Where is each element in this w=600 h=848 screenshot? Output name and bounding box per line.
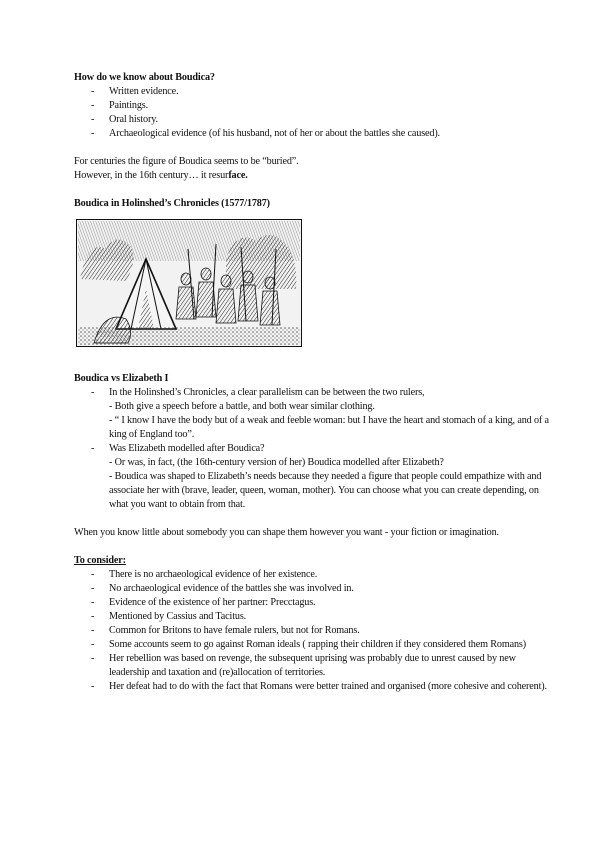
spacer: [74, 540, 554, 554]
sub-item: - “ I know I have the body but of a weak and feeble woman: but I have the heart and stomach of a king, and of a king of England too”.: [109, 415, 549, 440]
list-item: - Mentioned by Cassius and Tacitus.: [74, 610, 554, 624]
elizabeth-list: [74, 386, 554, 512]
list-item: - Evidence of the existence of her partner: Precctagus.: [74, 596, 554, 610]
list-item-text: - In the Holinshed’s Chronicles, a clear parallelism can be between the two rulers,: [109, 387, 425, 398]
list-item: [74, 442, 554, 512]
section-heading-consider: To consider:: [74, 555, 126, 566]
list-item: - Some accounts seem to go against Roman ideals ( rapping their children if they considered them Romans): [74, 638, 554, 652]
list-item: - Oral history.: [74, 113, 554, 127]
spacer: [74, 512, 554, 526]
document-content: [74, 71, 554, 694]
list-item-text: - Was Elizabeth modelled after Boudica?: [109, 443, 265, 454]
section-heading-holinshed: Boudica in Holinshed’s Chronicles (1577/1787): [74, 198, 270, 209]
spacer: [74, 361, 554, 372]
list-item: - Her rebellion was based on revenge, the subsequent uprising was probably due to unrest caused by new leadership and taxation and (re)allocation of territories.: [74, 652, 554, 680]
sub-item: - Boudica was shaped to Elizabeth’s needs because they needed a figure that people could empathize with and associate her with (brave, leader, queen, woman, mother). You can choose what you can create depending, on what you want to obtain from that.: [109, 471, 542, 510]
list-item: [74, 386, 554, 442]
spacer: [74, 141, 554, 155]
intro-line-2: [74, 169, 554, 183]
sub-item: - Both give a speech before a battle, and both wear similar clothing.: [109, 401, 375, 412]
list-item: - Paintings.: [74, 99, 554, 113]
spacer: [74, 347, 554, 361]
list-item: - Common for Britons to have female rulers, but not for Romans.: [74, 624, 554, 638]
sources-list: [74, 85, 554, 141]
intro-line-2-start: However, in the 16th century… it resur: [74, 170, 229, 181]
section-heading-elizabeth: Boudica vs Elizabeth I: [74, 373, 169, 384]
woodcut-illustration: [76, 219, 302, 347]
spacer: [74, 183, 554, 197]
section-heading-sources: How do we know about Boudica?: [74, 72, 215, 83]
intro-line-1: For centuries the figure of Boudica seems to be “buried”.: [74, 156, 299, 167]
list-item: - No archaeological evidence of the battles she was involved in.: [74, 582, 554, 596]
sub-item: - Or was, in fact, (the 16th-century version of her) Boudica modelled after Elizabeth?: [109, 457, 444, 468]
body-paragraph: When you know little about somebody you can shape them however you want - your fiction or imagination.: [74, 527, 499, 538]
list-item: - Archaeological evidence (of his husband, not of her or about the battles she caused).: [74, 127, 554, 141]
consider-list: [74, 568, 554, 694]
list-item: - Written evidence.: [74, 85, 554, 99]
list-item: - There is no archaeological evidence of her existence.: [74, 568, 554, 582]
list-item: - Her defeat had to do with the fact that Romans were better trained and organised (more cohesive and coherent).: [74, 680, 554, 694]
intro-line-2-end: face.: [228, 170, 248, 181]
